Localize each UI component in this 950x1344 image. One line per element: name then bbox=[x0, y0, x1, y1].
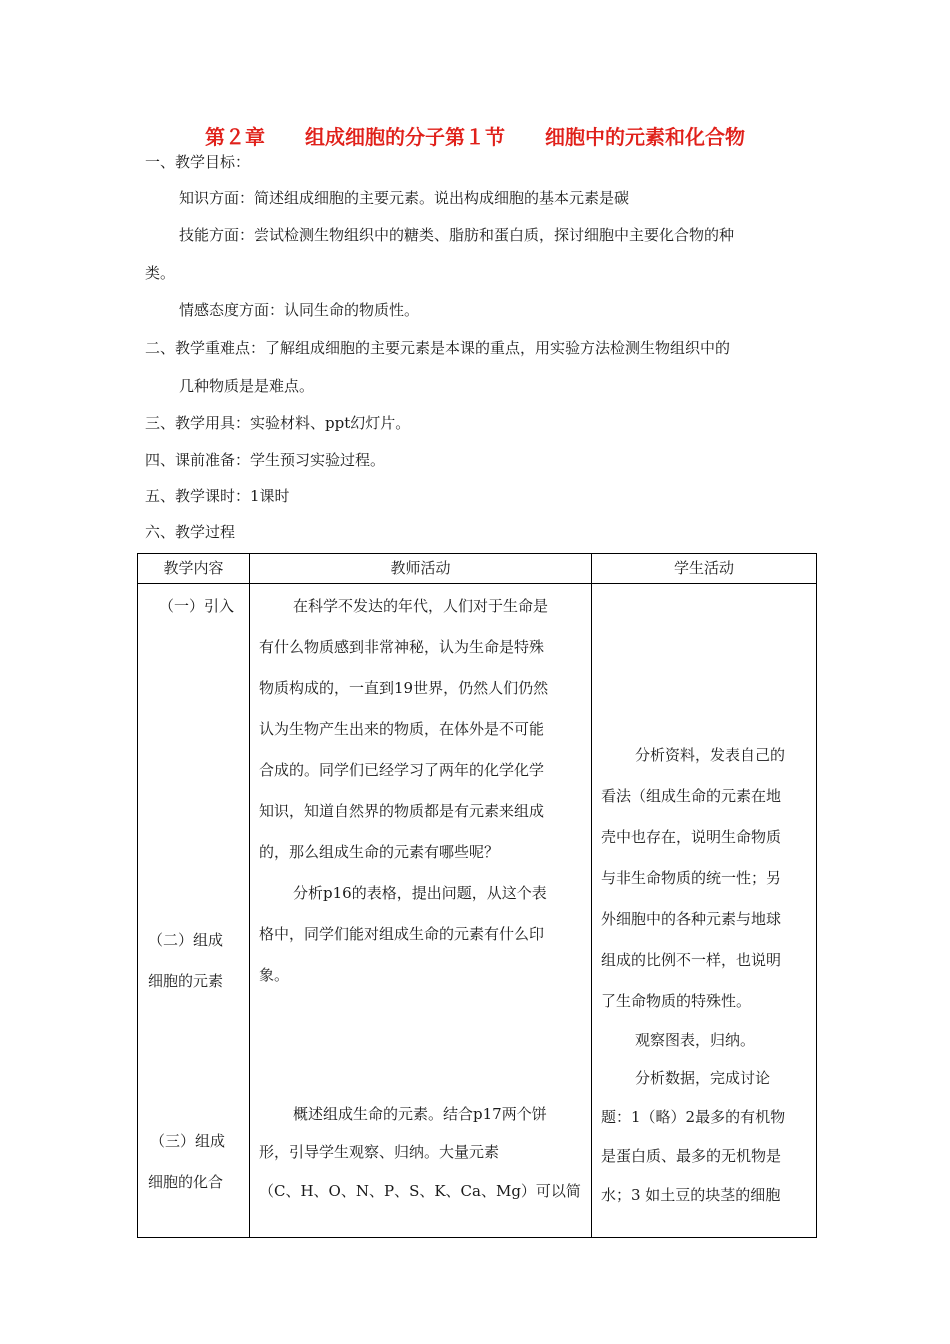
objectives-heading: 一、教学目标： bbox=[145, 153, 251, 171]
page-title: 第２章 组成细胞的分子第１节 细胞中的元素和化合物 bbox=[205, 125, 745, 149]
teacher-text: 在科学不发达的年代，人们对于生命是 bbox=[293, 597, 549, 615]
preparation: 四、课前准备：学生预习实验过程。 bbox=[145, 451, 386, 469]
teacher-text: 认为生物产生出来的物质，在体外是不可能 bbox=[259, 720, 545, 738]
student-text: 外细胞中的各种元素与地球 bbox=[601, 910, 782, 928]
teacher-text: 象。 bbox=[259, 966, 290, 984]
content-cell bbox=[138, 584, 250, 1238]
teaching-tools: 三、教学用具：实验材料、ppt幻灯片。 bbox=[145, 414, 411, 432]
skills-objective: 技能方面：尝试检测生物组织中的糖类、脂肪和蛋白质，探讨细胞中主要化合物的种 bbox=[179, 226, 735, 244]
student-text: 了生命物质的特殊性。 bbox=[601, 992, 752, 1010]
student-text: 水；3 如土豆的块茎的细胞 bbox=[601, 1186, 781, 1204]
key-points: 二、教学重难点：了解组成细胞的主要元素是本课的重点，用实验方法检测生物组织中的 bbox=[145, 339, 731, 357]
teacher-text: 形，引导学生观察、归纳。大量元素 bbox=[259, 1143, 500, 1161]
teaching-process-table bbox=[137, 553, 817, 1238]
teacher-text: 概述组成生命的元素。结合p17两个饼 bbox=[293, 1105, 547, 1123]
teacher-text: （C、H、O、N、P、S、K、Ca、Mg）可以简 bbox=[259, 1182, 581, 1200]
skills-objective-cont: 类。 bbox=[145, 264, 176, 282]
section-compounds-cont: 细胞的化合 bbox=[148, 1173, 224, 1191]
teacher-text: 分析p16的表格，提出问题，从这个表 bbox=[293, 884, 547, 902]
knowledge-objective: 知识方面：简述组成细胞的主要元素。说出构成细胞的基本元素是碳 bbox=[179, 189, 630, 207]
teacher-text: 知识，知道自然界的物质都是有元素来组成 bbox=[259, 802, 545, 820]
table-header-row bbox=[138, 554, 817, 584]
teacher-cell bbox=[250, 584, 592, 1238]
section-elements: （二）组成 bbox=[148, 931, 224, 949]
table-row bbox=[138, 584, 817, 1238]
header-content: 教学内容 bbox=[138, 554, 250, 584]
process-heading: 六、教学过程 bbox=[145, 523, 236, 541]
key-points-cont: 几种物质是是难点。 bbox=[179, 377, 315, 395]
header-student: 学生活动 bbox=[592, 554, 817, 584]
teacher-text: 格中，同学们能对组成生命的元素有什么印 bbox=[259, 925, 545, 943]
section-compounds: （三）组成 bbox=[150, 1132, 226, 1150]
teacher-text: 合成的。同学们已经学习了两年的化学化学 bbox=[259, 761, 545, 779]
student-text: 组成的比例不一样，也说明 bbox=[601, 951, 782, 969]
section-intro: （一）引入 bbox=[159, 597, 235, 615]
student-text: 分析数据，完成讨论 bbox=[635, 1069, 771, 1087]
student-cell bbox=[592, 584, 817, 1238]
class-hours: 五、教学课时：1课时 bbox=[145, 487, 290, 505]
student-text: 与非生命物质的统一性；另 bbox=[601, 869, 782, 887]
section-elements-cont: 细胞的元素 bbox=[148, 972, 224, 990]
teacher-text: 物质构成的，一直到19世界，仍然人们仍然 bbox=[259, 679, 549, 697]
student-text: 是蛋白质、最多的无机物是 bbox=[601, 1147, 782, 1165]
student-text: 题：1（略）2最多的有机物 bbox=[601, 1108, 786, 1126]
student-text: 壳中也存在，说明生命物质 bbox=[601, 828, 782, 846]
student-text: 看法（组成生命的元素在地 bbox=[601, 787, 782, 805]
header-teacher: 教师活动 bbox=[250, 554, 592, 584]
student-text: 分析资料，发表自己的 bbox=[635, 746, 786, 764]
teacher-text: 的，那么组成生命的元素有哪些呢？ bbox=[259, 843, 500, 861]
student-text: 观察图表，归纳。 bbox=[635, 1031, 756, 1049]
emotion-objective: 情感态度方面：认同生命的物质性。 bbox=[179, 301, 420, 319]
teacher-text: 有什么物质感到非常神秘，认为生命是特殊 bbox=[259, 638, 545, 656]
